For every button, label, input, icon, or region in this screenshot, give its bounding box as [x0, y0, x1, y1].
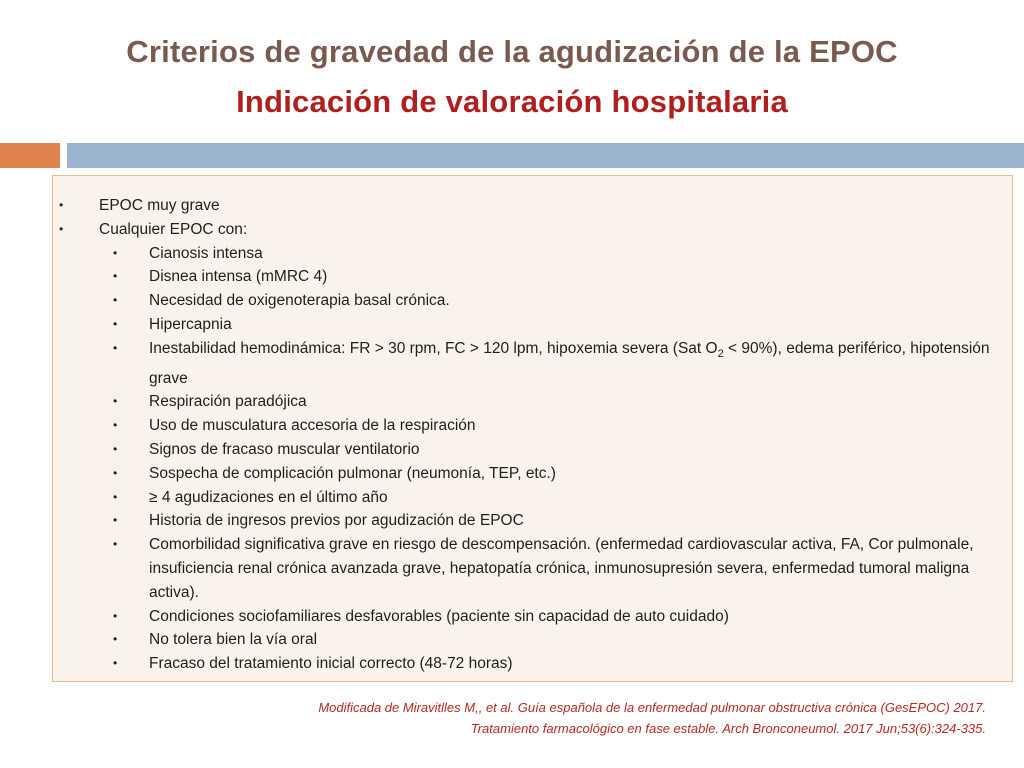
- bullet-icon: •: [113, 632, 118, 647]
- sub-list-item-text: Respiración paradójica: [149, 393, 307, 411]
- sub-list-item: [111, 509, 999, 533]
- sub-list-item-text: Inestabilidad hemodinámica: FR > 30 rpm, FC > 120 lpm, hipoxemia severa (Sat O: [149, 339, 718, 357]
- bullet-icon: •: [113, 656, 118, 671]
- sub-list-item: [111, 628, 999, 652]
- sub-list-item: [111, 313, 999, 337]
- list-item: [59, 194, 999, 218]
- list-item-text: EPOC muy grave: [99, 197, 220, 214]
- sub-list-item-text: Hipercapnia: [149, 315, 232, 333]
- sub-list-item: [111, 652, 999, 676]
- bullet-icon: •: [59, 221, 64, 236]
- sub-list-item-text: Uso de musculatura accesoria de la respiración: [149, 417, 476, 435]
- sub-criteria-list: [111, 242, 999, 676]
- bullet-icon: •: [113, 245, 118, 260]
- bullet-icon: •: [113, 537, 118, 552]
- sub-list-item: [111, 289, 999, 313]
- sub-list-item-text: Disnea intensa (mMRC 4): [149, 268, 328, 286]
- bullet-icon: •: [113, 394, 118, 409]
- subscript-two: 2: [717, 347, 724, 360]
- bullet-icon: •: [59, 198, 64, 212]
- sub-list-item-text: Cianosis intensa: [149, 244, 263, 262]
- sub-list-item-text-continued: < 90%), edema periférico, hipotensión grave: [149, 339, 990, 387]
- sub-list-item: [111, 337, 999, 391]
- sub-list-item: [111, 390, 999, 414]
- sub-list-item: [111, 414, 999, 438]
- sub-list-item-text: Fracaso del tratamiento inicial correcto (48-72 horas): [149, 655, 513, 673]
- sub-list-item: [111, 462, 999, 486]
- sub-list-item-text: Condiciones sociofamiliares desfavorables (paciente sin capacidad de auto cuidado): [149, 607, 729, 625]
- sub-list-item-text: Necesidad de oxigenoterapia basal crónica.: [149, 292, 450, 310]
- bullet-icon: •: [113, 442, 118, 457]
- citation-line-1: Modificada de Miravitlles M,, et al. Guía española de la enfermedad pulmonar obstructiva crónica (GesEPOC) 2017.: [318, 700, 986, 715]
- citation-line-2: Tratamiento farmacológico en fase estable. Arch Bronconeumol. 2017 Jun;53(6):324-335.: [470, 721, 986, 736]
- bullet-icon: •: [113, 316, 118, 331]
- sub-list-item: [111, 486, 999, 510]
- sub-list-item: [111, 605, 999, 629]
- slide-title: Criterios de gravedad de la agudización de la EPOC: [126, 34, 898, 69]
- bullet-icon: •: [113, 608, 118, 623]
- criteria-box: [52, 175, 1013, 682]
- bullet-icon: •: [113, 269, 118, 284]
- sub-list-item-text: Historia de ingresos previos por agudización de EPOC: [149, 512, 524, 530]
- sub-list-item: [111, 438, 999, 462]
- bullet-icon: •: [113, 293, 118, 308]
- sub-list-item: [111, 265, 999, 289]
- sub-list-item: [111, 533, 999, 604]
- accent-bar-blue: [67, 143, 1024, 168]
- sub-list-item: [111, 242, 999, 266]
- accent-bar-orange: [0, 143, 60, 168]
- list-item-text: Cualquier EPOC con:: [99, 220, 248, 238]
- bullet-icon: •: [113, 513, 118, 528]
- criteria-list: [59, 194, 999, 676]
- bullet-icon: •: [113, 418, 118, 433]
- sub-list-item-text: Comorbilidad significativa grave en riesgo de descompensación. (enfermedad cardiovascular activa, FA, Cor pulmonale, insuficiencia renal crónica avanzada grave, hepatopatía crónica, inmunosupresión severa, enfermedad tumoral maligna activa).: [149, 536, 974, 601]
- slide-subtitle: Indicación de valoración hospitalaria: [236, 84, 788, 119]
- sub-list-item-text: Sospecha de complicación pulmonar (neumonía, TEP, etc.): [149, 464, 556, 482]
- list-item: [59, 218, 999, 676]
- sub-list-item-text: ≥ 4 agudizaciones en el último año: [149, 488, 388, 506]
- bullet-icon: •: [113, 489, 118, 504]
- bullet-icon: •: [113, 465, 118, 480]
- bullet-icon: •: [113, 340, 118, 355]
- sub-list-item-text: No tolera bien la vía oral: [149, 631, 318, 649]
- sub-list-item-text: Signos de fracaso muscular ventilatorio: [149, 441, 420, 459]
- citation: [318, 697, 986, 739]
